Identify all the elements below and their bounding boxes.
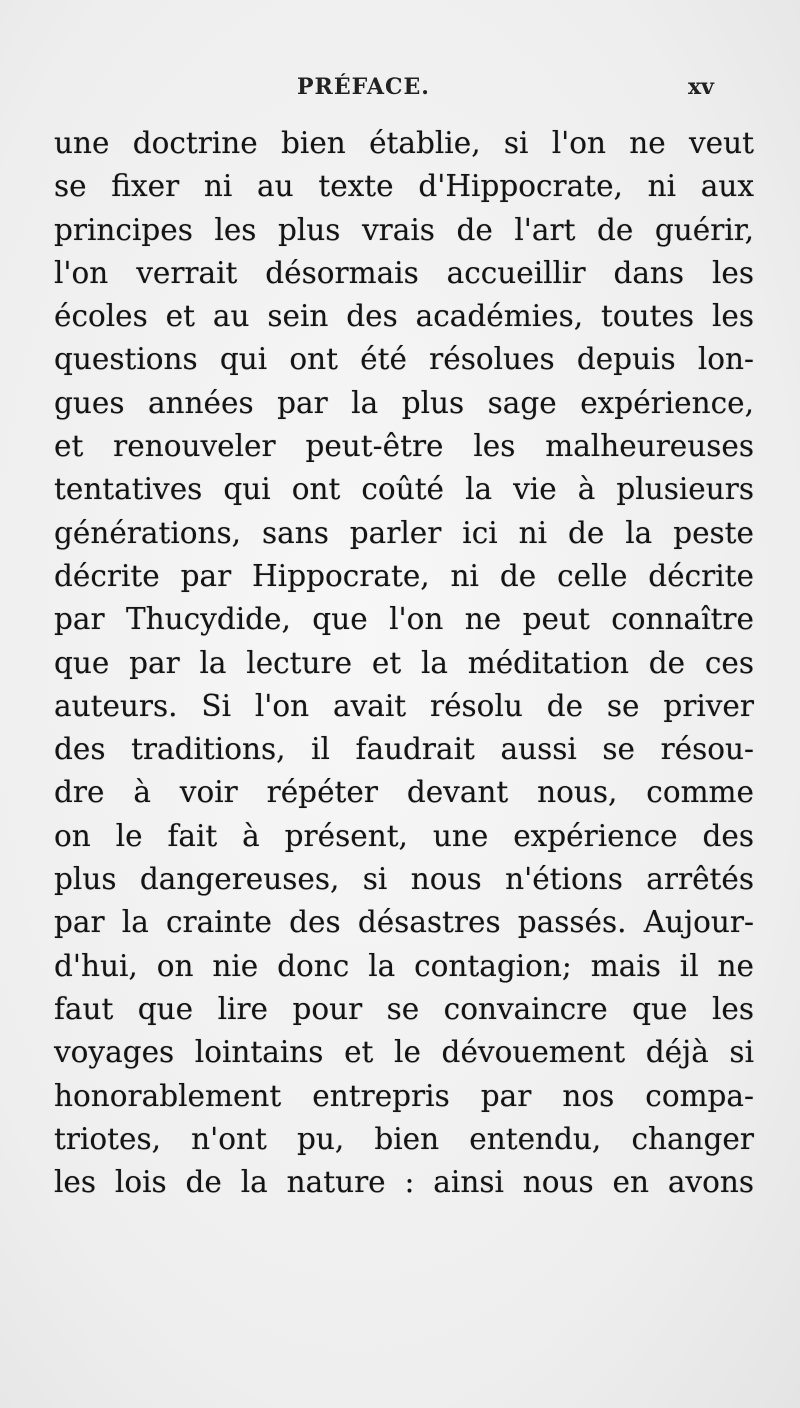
text-line: par Thucydide, que l'on ne peut connaître bbox=[54, 602, 754, 637]
page-number: xv bbox=[688, 74, 714, 100]
text-line: se fixer ni au texte d'Hippocrate, ni aux bbox=[54, 169, 754, 204]
text-line: auteurs. Si l'on avait résolu de se priver bbox=[54, 688, 754, 723]
text-line: triotes, n'ont pu, bien entendu, changer bbox=[54, 1121, 754, 1156]
text-line: décrite par Hippocrate, ni de celle décrite bbox=[54, 558, 754, 593]
text-line: on le fait à présent, une expérience des bbox=[54, 818, 754, 853]
text-line: les lois de la nature : ainsi nous en avons bbox=[54, 1165, 754, 1200]
text-line: questions qui ont été résolues depuis lon- bbox=[54, 342, 754, 377]
text-line: générations, sans parler ici ni de la peste bbox=[54, 515, 754, 550]
body-text bbox=[54, 122, 754, 1204]
text-line: voyages lointains et le dévouement déjà si bbox=[54, 1035, 754, 1070]
text-line: des traditions, il faudrait aussi se résou- bbox=[54, 732, 754, 767]
text-line: plus dangereuses, si nous n'étions arrêtés bbox=[54, 862, 754, 897]
text-line: une doctrine bien établie, si l'on ne veut bbox=[54, 126, 754, 160]
text-line: d'hui, on nie donc la contagion; mais il ne bbox=[54, 948, 754, 983]
text-line: honorablement entrepris par nos compa- bbox=[54, 1078, 754, 1113]
page-header bbox=[0, 74, 800, 114]
text-line: que par la lecture et la méditation de ces bbox=[54, 645, 754, 680]
text-line: faut que lire pour se convaincre que les bbox=[54, 991, 754, 1026]
text-line: écoles et au sein des académies, toutes les bbox=[54, 299, 754, 334]
text-line: principes les plus vrais de l'art de guérir, bbox=[54, 212, 754, 247]
text-line: dre à voir répéter devant nous, comme bbox=[54, 775, 754, 810]
text-line: et renouveler peut-être les malheureuses bbox=[54, 429, 754, 464]
text-line: gues années par la plus sage expérience, bbox=[54, 385, 754, 420]
text-line: par la crainte des désastres passés. Aujour- bbox=[54, 905, 754, 940]
running-head: PRÉFACE. bbox=[297, 74, 430, 100]
text-line: tentatives qui ont coûté la vie à plusieurs bbox=[54, 472, 754, 507]
text-line: l'on verrait désormais accueillir dans les bbox=[54, 255, 754, 290]
